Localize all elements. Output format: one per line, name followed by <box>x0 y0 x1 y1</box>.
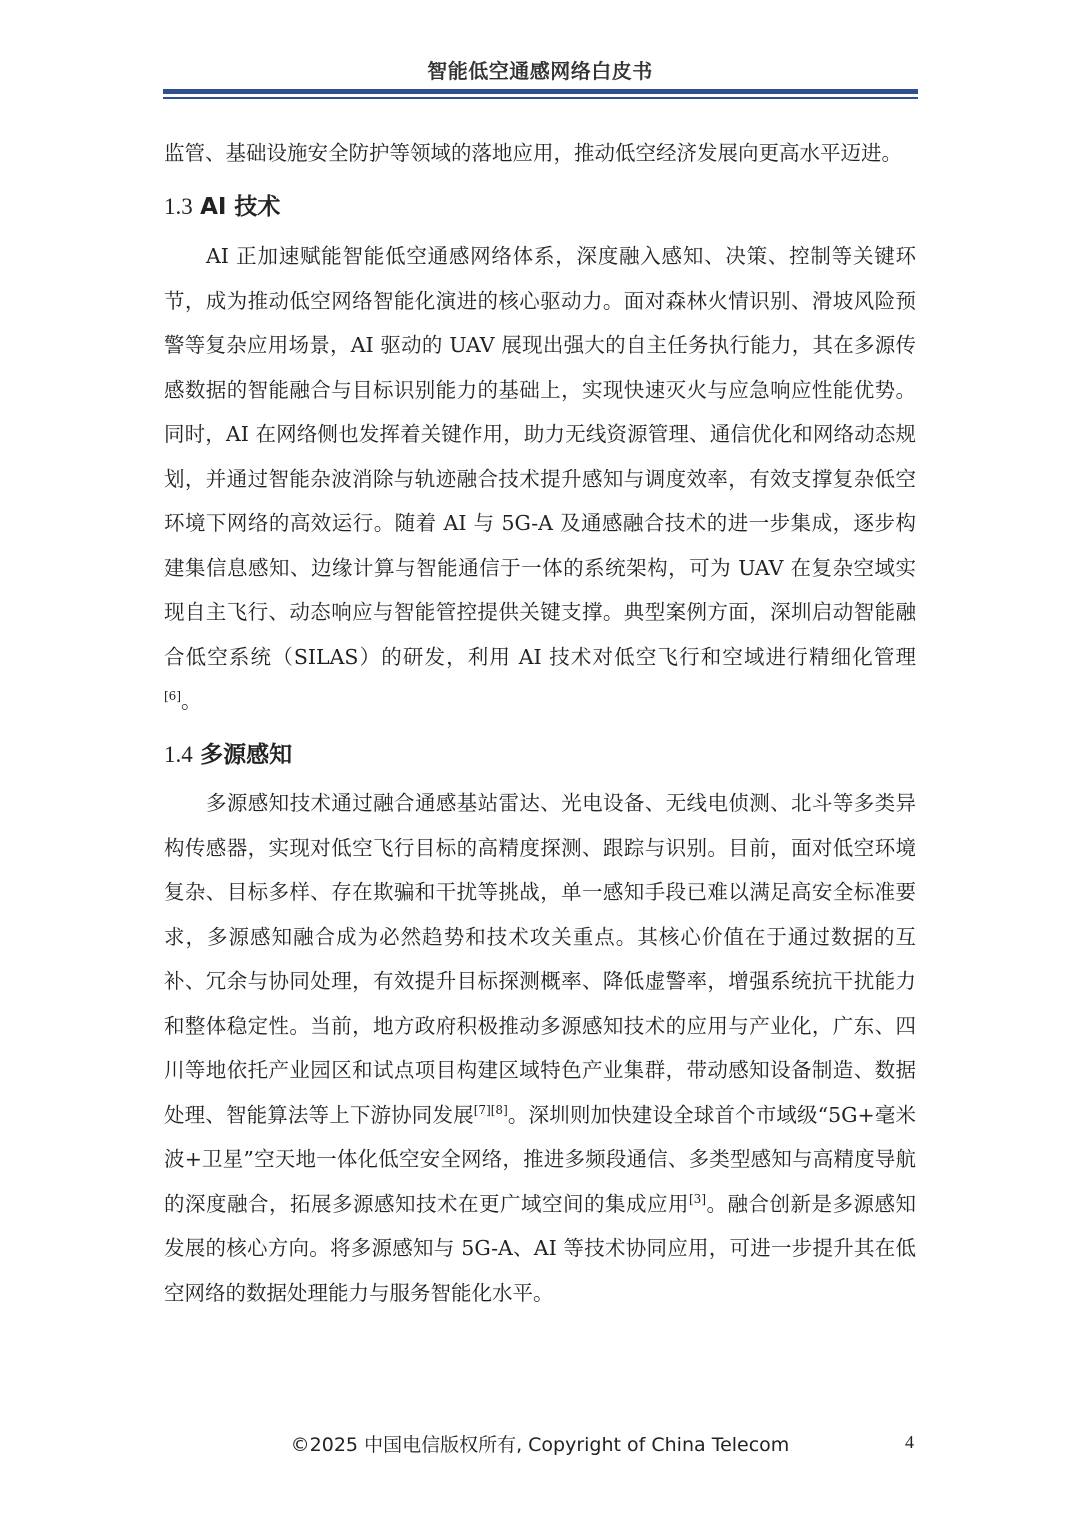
citation-7-8: [7][8] <box>473 1102 508 1117</box>
section-1-4-title: 多源感知 <box>200 742 293 768</box>
section-1-4-text-part2: 。深圳则加快建设全球首个市域级“5G+毫米波+卫星”空天地一体化低空安全网络，推进多频段通信、多类型感知与高精度导航的深度融合，拓展多源感知技术在更广域空间的集成应用 <box>164 1102 917 1216</box>
citation-3: [3] <box>689 1191 706 1206</box>
section-1-3-title: AI 技术 <box>200 194 281 220</box>
section-1-3-number: 1.3 <box>164 194 193 219</box>
section-1-3-end: 。 <box>181 689 202 713</box>
section-1-4-heading <box>164 736 292 769</box>
section-1-3-heading <box>164 188 280 221</box>
citation-6: [6] <box>164 689 181 704</box>
section-1-4-text-part3: 。融合创新是多源感知发展的核心方向。将多源感知与 5G-A、AI 等技术协同应用，可进一步提升其在低空网络的数据处理能力与服务智能化水平。 <box>164 1191 916 1305</box>
section-1-3-text: AI 正加速赋能智能低空通感网络体系，深度融入感知、决策、控制等关键环节，成为推动低空网络智能化演进的核心驱动力。面对森林火情识别、滑坡风险预警等复杂应用场景，AI 驱动的 UAV 展现出强大的自主任务执行能力，其在多源传感数据的智能融合与目标识别能力的基础上，实现快速灭火与应急响应性能优势。同时，AI 在网络侧也发挥着关键作用，助力无线资源管理、通信优化和网络动态规划，并通过智能杂波消除与轨迹融合技术提升感知与调度效率，有效支撑复杂低空环境下网络的高效运行。随着 AI 与 5G-A 及通感融合技术的进一步集成，逐步构建集信息感知、边缘计算与智能通信于一体的系统架构，可为 UAV 在复杂空域实现自主飞行、动态响应与智能管控提供关键支撑。典型案例方面，深圳启动智能融合低空系统（SILAS）的研发，利用 AI 技术对低空飞行和空域进行精细化管理 <box>164 244 916 669</box>
header-rule-thick <box>163 89 918 94</box>
section-1-4-number: 1.4 <box>164 742 193 767</box>
header-rule-thin <box>163 97 918 99</box>
intro-paragraph: 监管、基础设施安全防护等领域的落地应用，推动低空经济发展向更高水平迈进。 <box>164 141 902 165</box>
page-header-title: 智能低空通感网络白皮书 <box>427 59 653 83</box>
footer-copyright: ©2025 中国电信版权所有, Copyright of China Telecom <box>290 1434 790 1456</box>
section-1-3-paragraph <box>164 234 916 724</box>
section-1-4-text-part1: 多源感知技术通过融合通感基站雷达、光电设备、无线电侦测、北斗等多类异构传感器，实现对低空飞行目标的高精度探测、跟踪与识别。目前，面对低空环境复杂、目标多样、存在欺骗和干扰等挑战，单一感知手段已难以满足高安全标准要求，多源感知融合成为必然趋势和技术攻关重点。其核心价值在于通过数据的互补、冗余与协同处理，有效提升目标探测概率、降低虚警率，增强系统抗干扰能力和整体稳定性。当前，地方政府积极推动多源感知技术的应用与产业化，广东、四川等地依托产业园区和试点项目构建区域特色产业集群，带动感知设备制造、数据处理、智能算法等上下游协同发展 <box>164 791 916 1127</box>
section-1-4-paragraph <box>164 781 916 1315</box>
page-number: 4 <box>905 1432 914 1452</box>
